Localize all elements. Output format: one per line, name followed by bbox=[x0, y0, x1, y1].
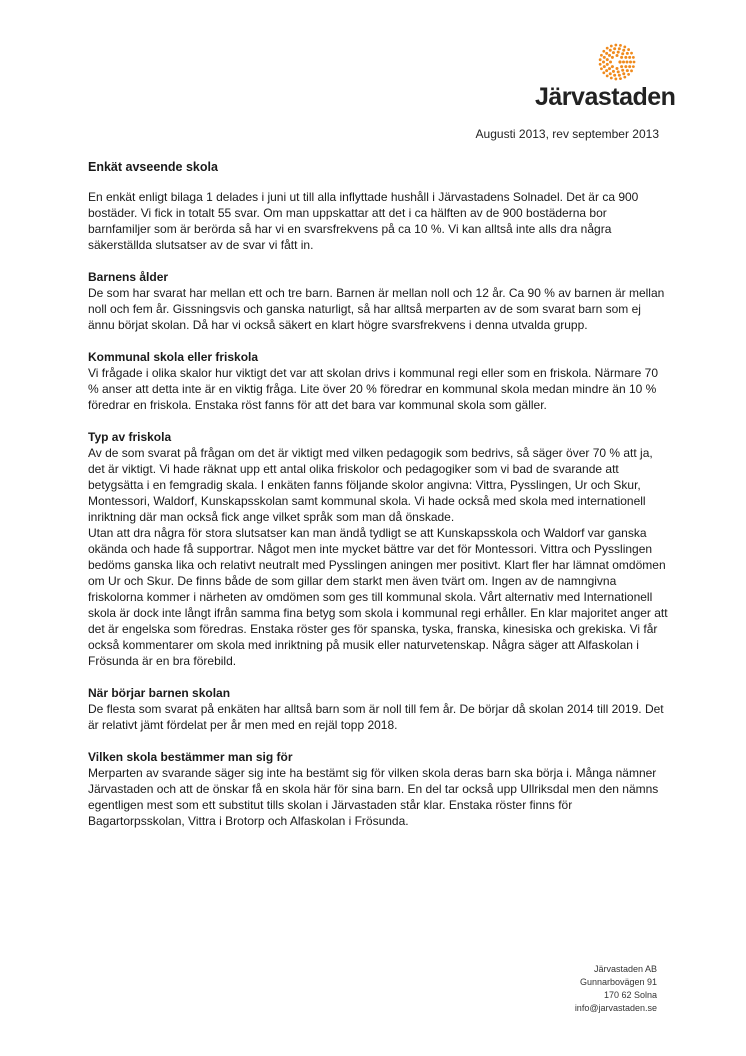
brand-logo bbox=[535, 42, 676, 111]
sun-dot bbox=[626, 52, 629, 55]
sun-dot bbox=[624, 56, 627, 59]
sun-dot bbox=[602, 71, 605, 74]
sun-dot bbox=[599, 63, 602, 66]
sun-dot bbox=[606, 58, 609, 61]
sun-dot bbox=[618, 74, 621, 77]
brand-name: Järvastaden bbox=[535, 83, 676, 111]
sun-dot bbox=[608, 54, 611, 57]
section-heading: Typ av friskola bbox=[88, 430, 172, 444]
sun-dot bbox=[624, 65, 627, 68]
sun-dot bbox=[606, 63, 609, 66]
sun-dot bbox=[633, 61, 636, 64]
document-body bbox=[88, 159, 668, 845]
intro-paragraph: En enkät enligt bilaga 1 delades i juni ut till alla inflyttade hushåll i Järvastadens Solnadel. Det är ca 900 bostäder. Vi fick in totalt 55 svar. Om man uppskattar att det i ca hälften av de 900 bostäderna bor barnfamiljer som är berörda så har vi en svarsfrekvens på ca 10 %. Vi kan alltså inte alls dra några säkerställda slutsatser av de svar vi fått in. bbox=[88, 190, 639, 252]
sun-dot bbox=[599, 58, 602, 61]
footer-company: Järvastaden AB bbox=[593, 964, 657, 974]
section-nar-borjar bbox=[88, 685, 668, 733]
sun-dot bbox=[630, 52, 633, 55]
document-date: Augusti 2013, rev september 2013 bbox=[475, 127, 659, 141]
section-paragraph: Vi frågade i olika skalor hur viktigt det var att skolan drivs i kommunal regi eller som en friskola. Närmare 70 % anser att detta inte är en viktig fråga. Lite över 20 % föredrar en kommunal skola medan mindre än 10 % föredrar en friskola. Enstaka röst fanns för att det bara var kommunal skola som gäller. bbox=[88, 366, 659, 412]
sun-dot bbox=[602, 50, 605, 53]
sun-dot bbox=[614, 44, 617, 47]
sun-dot bbox=[603, 65, 606, 68]
sun-dot bbox=[620, 65, 623, 68]
section-paragraph: De flesta som svarat på enkäten har alltså barn som är noll till fem år. De börjar då skolan 2014 till 2019. Det är relativt jämt fördelat per år men med en rejäl topp 2018. bbox=[88, 702, 664, 732]
sun-dot bbox=[628, 56, 631, 59]
sun-dot bbox=[626, 61, 629, 64]
sun-dot bbox=[619, 44, 622, 47]
sun-dot bbox=[622, 49, 625, 52]
section-paragraph: De som har svarat har mellan ett och tre barn. Barnen är mellan noll och 12 år. Ca 90 % av barnen är mellan noll och fem år. Gissningsvis och ganska naturligt, så har alltså merparten av de som svarat barn som ej ännu börjat skolan. Då har vi också säkert en klart högre svarsfrekvens i denna utvalda grupp. bbox=[88, 286, 665, 332]
sun-dot bbox=[616, 67, 619, 70]
section-barnens-alder bbox=[88, 269, 668, 333]
sun-dot bbox=[609, 72, 612, 75]
sun-dot bbox=[608, 67, 611, 70]
footer-email: info@jarvastaden.se bbox=[574, 1003, 657, 1013]
section-paragraph: Av de som svarat på frågan om det är viktigt med vilken pedagogik som bedrivs, så säger över 70 % att ja, det är viktigt. Vi hade räknat upp ett antal olika friskolor och pedagogiker som vi bad de svarande att betygsätta i en femgradig skala. I enkäten fanns följande skolor angivna: Vittra, Pysslingen, Ur och Skur, Montessori, Waldorf, Kunskapsskolan samt kommunal skola. Vi hade också med skola med internationell inriktning där man också fick ange vilket språk som man då önskade. Utan att dra några för stora slutsatser kan man ändå tydligt se att Kunskapsskola och Waldorf var ganska okända och hade få supportrar. Något men inte mycket bättre var det för Montessori. Vittra och Pysslingen bedöms ganska lika och relativt neutralt med Pysslingen aningen mer positivt. Klart fler har lämnat omdömen om Ur och Skur. De finns både de som gillar dem starkt men även tvärt om. Ingen av de namngivna friskolorna kommer i närheten av omdömen som ges till kommunal skola. Vårt alternativ med Internationell skola är dock inte långt ifrån samma fina betyg som skola i kommunal regi erhåller. En klar majoritet anger att det är engelska som föredras. Enstaka röster ges för spanska, tyska, franska, kinesiska och grekiska. Vi får också kommentarer om skola med inriktning på musik eller naturvetenskap. Några säger att Alfaskolan i Frösunda är en bra förebild. bbox=[88, 446, 668, 668]
section-heading: Barnens ålder bbox=[88, 270, 169, 284]
footer-city: 170 62 Solna bbox=[603, 990, 657, 1000]
section-paragraph: Merparten av svarande säger sig inte ha bestämt sig för vilken skola deras barn ska börja i. Många nämner Järvastaden och att de önskar få en skola här för sina barn. En del tar också upp Ullriksdal men den nämns egentligen mest som ett substitut tills skolan i Järvastaden står klar. Enstaka röster finns för Bagartorpsskolan, Vittra i Brotorp och Alfaskolan i Frösunda. bbox=[88, 766, 659, 828]
section-typ-av-friskola bbox=[88, 429, 668, 669]
section-heading: Kommunal skola eller friskola bbox=[88, 350, 259, 364]
section-kommunal-skola bbox=[88, 349, 668, 413]
footer-street: Gunnarbovägen 91 bbox=[579, 977, 657, 987]
sun-dot bbox=[612, 70, 615, 73]
section-heading: När börjar barnen skolan bbox=[88, 686, 231, 700]
sun-dot bbox=[602, 61, 605, 64]
intro-section bbox=[88, 189, 668, 253]
section-vilken-skola bbox=[88, 749, 668, 829]
sun-dot bbox=[605, 52, 608, 55]
sun-dot bbox=[613, 47, 616, 50]
brand-sun-icon bbox=[597, 42, 637, 82]
sun-dot bbox=[628, 65, 631, 68]
sun-dot bbox=[600, 54, 603, 57]
sun-dot bbox=[622, 61, 625, 64]
sun-dot bbox=[619, 77, 622, 80]
sun-dot bbox=[630, 69, 633, 72]
sun-dot bbox=[620, 56, 623, 59]
sun-dot bbox=[606, 47, 609, 50]
sun-dot bbox=[632, 65, 635, 68]
sun-dot bbox=[627, 73, 630, 76]
sun-dot bbox=[603, 56, 606, 59]
sun-dot bbox=[609, 61, 612, 64]
sun-dot bbox=[600, 67, 603, 70]
sun-dot bbox=[629, 61, 632, 64]
sun-dot bbox=[611, 65, 614, 68]
sun-dot bbox=[612, 51, 615, 54]
sun-dot bbox=[614, 78, 617, 81]
sun-dot bbox=[617, 51, 620, 54]
sun-dot bbox=[617, 70, 620, 73]
section-heading: Vilken skola bestämmer man sig för bbox=[88, 750, 293, 764]
sun-dot bbox=[609, 49, 612, 52]
sun-dot bbox=[623, 76, 626, 79]
sun-dot bbox=[621, 69, 624, 72]
sun-dot bbox=[610, 45, 613, 48]
sun-dot bbox=[605, 69, 608, 72]
sun-dot bbox=[623, 46, 626, 49]
footer-address bbox=[575, 963, 657, 1015]
sun-dot bbox=[626, 69, 629, 72]
sun-dot bbox=[618, 47, 621, 50]
sun-dot bbox=[616, 54, 619, 57]
document-title: Enkät avseende skola bbox=[88, 160, 218, 174]
sun-dot bbox=[610, 77, 613, 80]
sun-dot bbox=[627, 48, 630, 51]
sun-dot bbox=[632, 56, 635, 59]
sun-dot bbox=[606, 74, 609, 77]
sun-dot bbox=[613, 74, 616, 77]
sun-dot bbox=[618, 60, 621, 63]
sun-dot bbox=[622, 72, 625, 75]
sun-dot bbox=[621, 52, 624, 55]
sun-dot bbox=[611, 56, 614, 59]
